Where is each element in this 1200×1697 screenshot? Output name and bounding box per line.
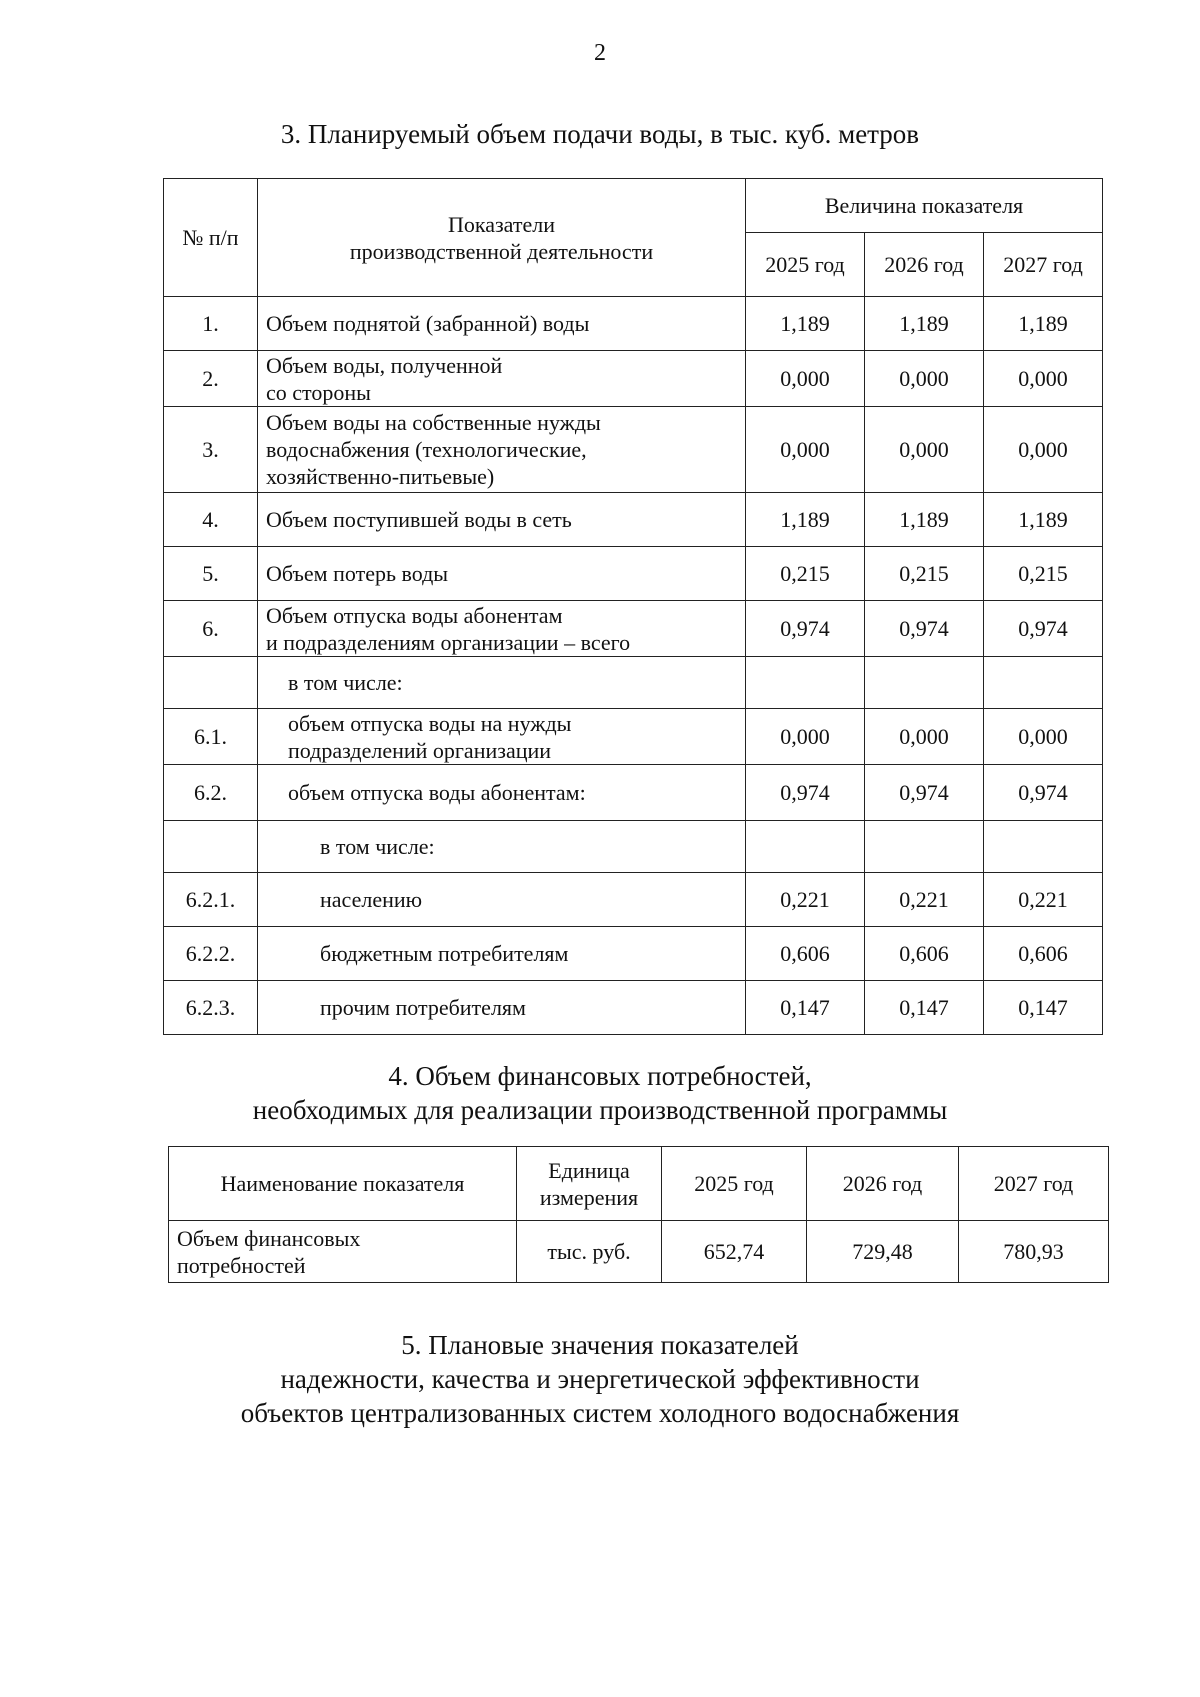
table-row (164, 407, 1103, 493)
row-value: 0,221 (984, 873, 1103, 927)
row-value (865, 821, 984, 873)
row-indicator-name: Объем потерь воды (258, 547, 746, 601)
row-number: 5. (164, 547, 258, 601)
row-value: 0,000 (984, 709, 1103, 765)
row-value: 0,974 (984, 601, 1103, 657)
row-indicator-name: Объем воды, полученной со стороны (258, 351, 746, 407)
row-indicator-name: в том числе: (258, 821, 746, 873)
financial-needs-table (168, 1146, 1109, 1283)
row-value: 780,93 (959, 1221, 1109, 1283)
header-unit: Единица измерения (517, 1147, 662, 1221)
row-number: 6.2.2. (164, 927, 258, 981)
row-value: 0,606 (865, 927, 984, 981)
row-value: 0,147 (746, 981, 865, 1035)
row-value: 0,000 (865, 709, 984, 765)
row-number: 4. (164, 493, 258, 547)
row-value: 1,189 (865, 493, 984, 547)
table-row (164, 297, 1103, 351)
row-number: 1. (164, 297, 258, 351)
row-value (984, 821, 1103, 873)
row-unit: тыс. руб. (517, 1221, 662, 1283)
header-year: 2025 год (662, 1147, 807, 1221)
row-indicator-name: в том числе: (258, 657, 746, 709)
table-row (164, 601, 1103, 657)
table-header-row (169, 1147, 1109, 1221)
table-row (164, 547, 1103, 601)
row-value: 0,000 (746, 351, 865, 407)
row-value: 1,189 (865, 297, 984, 351)
header-year: 2026 год (865, 233, 984, 297)
row-value: 0,215 (746, 547, 865, 601)
header-indicator: Показатели производственной деятельности (258, 179, 746, 297)
row-value: 0,000 (865, 407, 984, 493)
row-indicator-name: Объем воды на собственные нужды водоснабжения (технологические, хозяйственно-питьевые) (258, 407, 746, 493)
table-row (164, 765, 1103, 821)
table-row (164, 493, 1103, 547)
row-value: 0,606 (746, 927, 865, 981)
table-row (164, 709, 1103, 765)
row-number (164, 657, 258, 709)
row-value: 0,974 (746, 765, 865, 821)
row-number: 6.2.3. (164, 981, 258, 1035)
table-row (164, 351, 1103, 407)
row-value: 0,974 (865, 601, 984, 657)
row-value: 1,189 (746, 297, 865, 351)
row-indicator-name: прочим потребителям (258, 981, 746, 1035)
row-value: 0,606 (984, 927, 1103, 981)
row-indicator-name: Объем поступившей воды в сеть (258, 493, 746, 547)
section-4-title: 4. Объем финансовых потребностей, необходимых для реализации производственной программы (252, 1061, 948, 1125)
header-year: 2026 год (807, 1147, 959, 1221)
row-value: 0,000 (746, 709, 865, 765)
row-number: 6. (164, 601, 258, 657)
row-value: 1,189 (984, 297, 1103, 351)
row-indicator-name: населению (258, 873, 746, 927)
section-5-title: 5. Плановые значения показателей надежности, качества и энергетической эффективности объектов централизованных систем холодного водоснабжения (240, 1330, 960, 1428)
row-number: 3. (164, 407, 258, 493)
row-value: 0,000 (984, 407, 1103, 493)
row-indicator-name: Объем поднятой (забранной) воды (258, 297, 746, 351)
row-value: 1,189 (984, 493, 1103, 547)
row-number (164, 821, 258, 873)
row-value: 0,221 (746, 873, 865, 927)
row-value: 652,74 (662, 1221, 807, 1283)
row-value: 0,000 (746, 407, 865, 493)
row-indicator-name: объем отпуска воды абонентам: (258, 765, 746, 821)
row-value: 0,000 (865, 351, 984, 407)
row-name: Объем финансовых потребностей (169, 1221, 517, 1283)
row-value: 0,215 (984, 547, 1103, 601)
row-indicator-name: бюджетным потребителям (258, 927, 746, 981)
table-row (169, 1221, 1109, 1283)
table-header-row (164, 179, 1103, 233)
row-value: 0,147 (984, 981, 1103, 1035)
page-number: 2 (594, 40, 606, 66)
row-value (746, 821, 865, 873)
header-name: Наименование показателя (169, 1147, 517, 1221)
header-value-group: Величина показателя (746, 179, 1103, 233)
table-row (164, 873, 1103, 927)
row-value: 0,147 (865, 981, 984, 1035)
row-value: 1,189 (746, 493, 865, 547)
row-value: 0,221 (865, 873, 984, 927)
row-number: 6.1. (164, 709, 258, 765)
table-row (164, 821, 1103, 873)
row-value: 0,974 (746, 601, 865, 657)
header-year: 2027 год (959, 1147, 1109, 1221)
row-value (746, 657, 865, 709)
header-num: № п/п (164, 179, 258, 297)
header-year: 2027 год (984, 233, 1103, 297)
row-value (865, 657, 984, 709)
row-indicator-name: Объем отпуска воды абонентам и подразделениям организации – всего (258, 601, 746, 657)
row-value: 0,000 (984, 351, 1103, 407)
row-number: 6.2.1. (164, 873, 258, 927)
row-value: 729,48 (807, 1221, 959, 1283)
section-3-title: 3. Планируемый объем подачи воды, в тыс. куб. метров (280, 119, 920, 149)
header-year: 2025 год (746, 233, 865, 297)
row-number: 2. (164, 351, 258, 407)
table-row (164, 981, 1103, 1035)
row-number: 6.2. (164, 765, 258, 821)
row-value: 0,974 (865, 765, 984, 821)
row-indicator-name: объем отпуска воды на нужды подразделений организации (258, 709, 746, 765)
water-supply-table (163, 178, 1103, 1035)
table-row (164, 657, 1103, 709)
row-value: 0,215 (865, 547, 984, 601)
row-value (984, 657, 1103, 709)
table-row (164, 927, 1103, 981)
row-value: 0,974 (984, 765, 1103, 821)
